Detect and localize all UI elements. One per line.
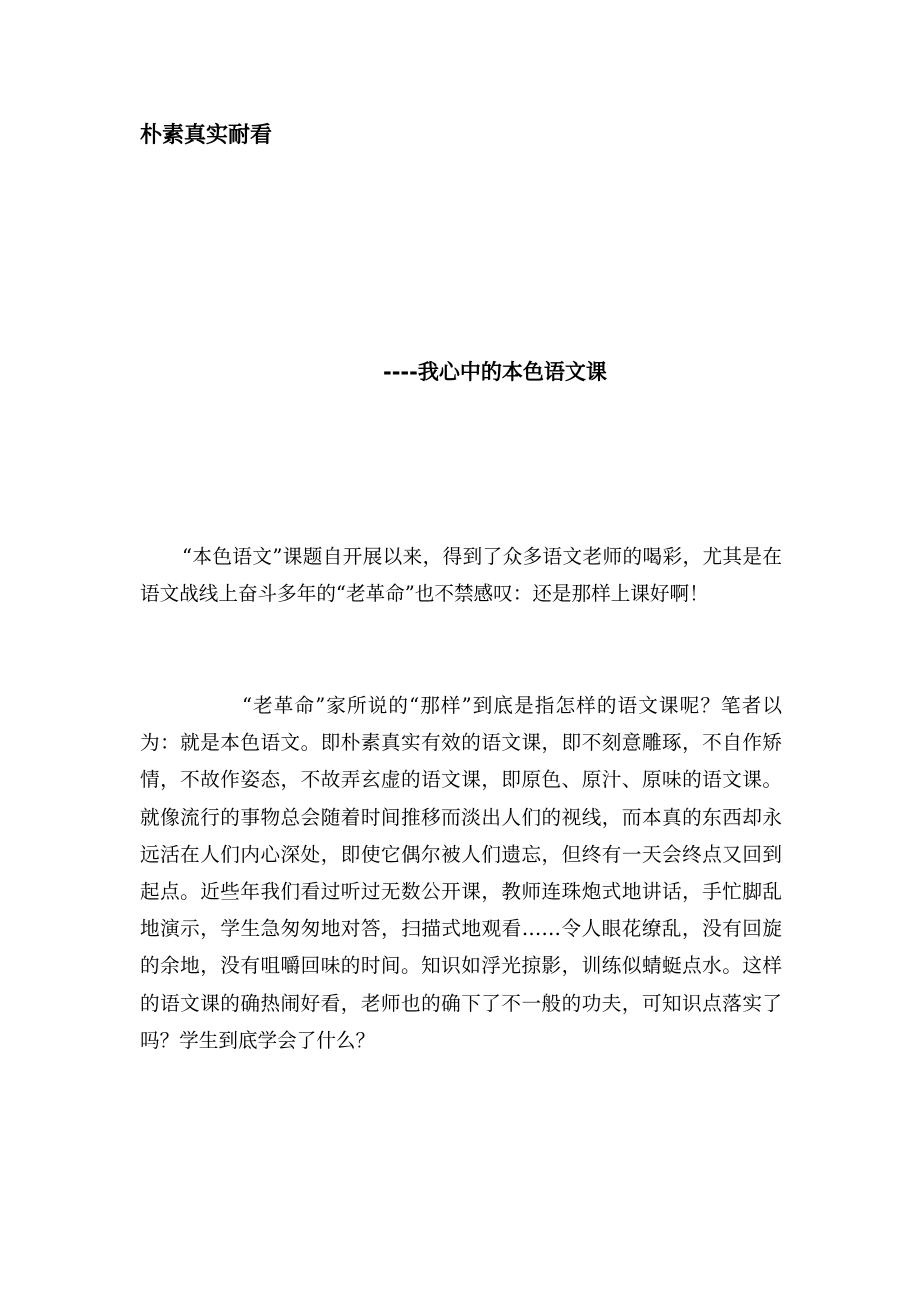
paragraph-2: “老革命”家所说的“那样”到底是指怎样的语文课呢？笔者以为：就是本色语文。即朴素真实有效的语文课，即不刻意雕琢，不自作矫情，不故作姿态，不故弄玄虚的语文课，即原色、原汁、原味的语文课。就像流行的事物总会随着时间推移而淡出人们的视线，而本真的东西却永远活在人们内心深处，即使它偶尔被人们遗忘，但终有一天会终点又回到起点。近些年我们看过听过无数公开课，教师连珠炮式地讲话，手忙脚乱地演示，学生急匆匆地对答，扫描式地观看……令人眼花缭乱，没有回旋的余地，没有咀嚼回味的时间。知识如浮光掠影，训练似蜻蜓点水。这样的语文课的确热闹好看，老师也的确下了不一般的功夫，可知识点落实了吗？学生到底学会了什么？ bbox=[140, 694, 782, 1052]
document-subtitle: ----我心中的本色语文课 bbox=[383, 360, 607, 384]
document-title: 朴素真实耐看 bbox=[140, 123, 273, 148]
paragraph-1: “本色语文”课题自开展以来，得到了众多语文老师的喝彩，尤其是在语文战线上奋斗多年的“老革命”也不禁感叹：还是那样上课好啊！ bbox=[140, 545, 782, 606]
